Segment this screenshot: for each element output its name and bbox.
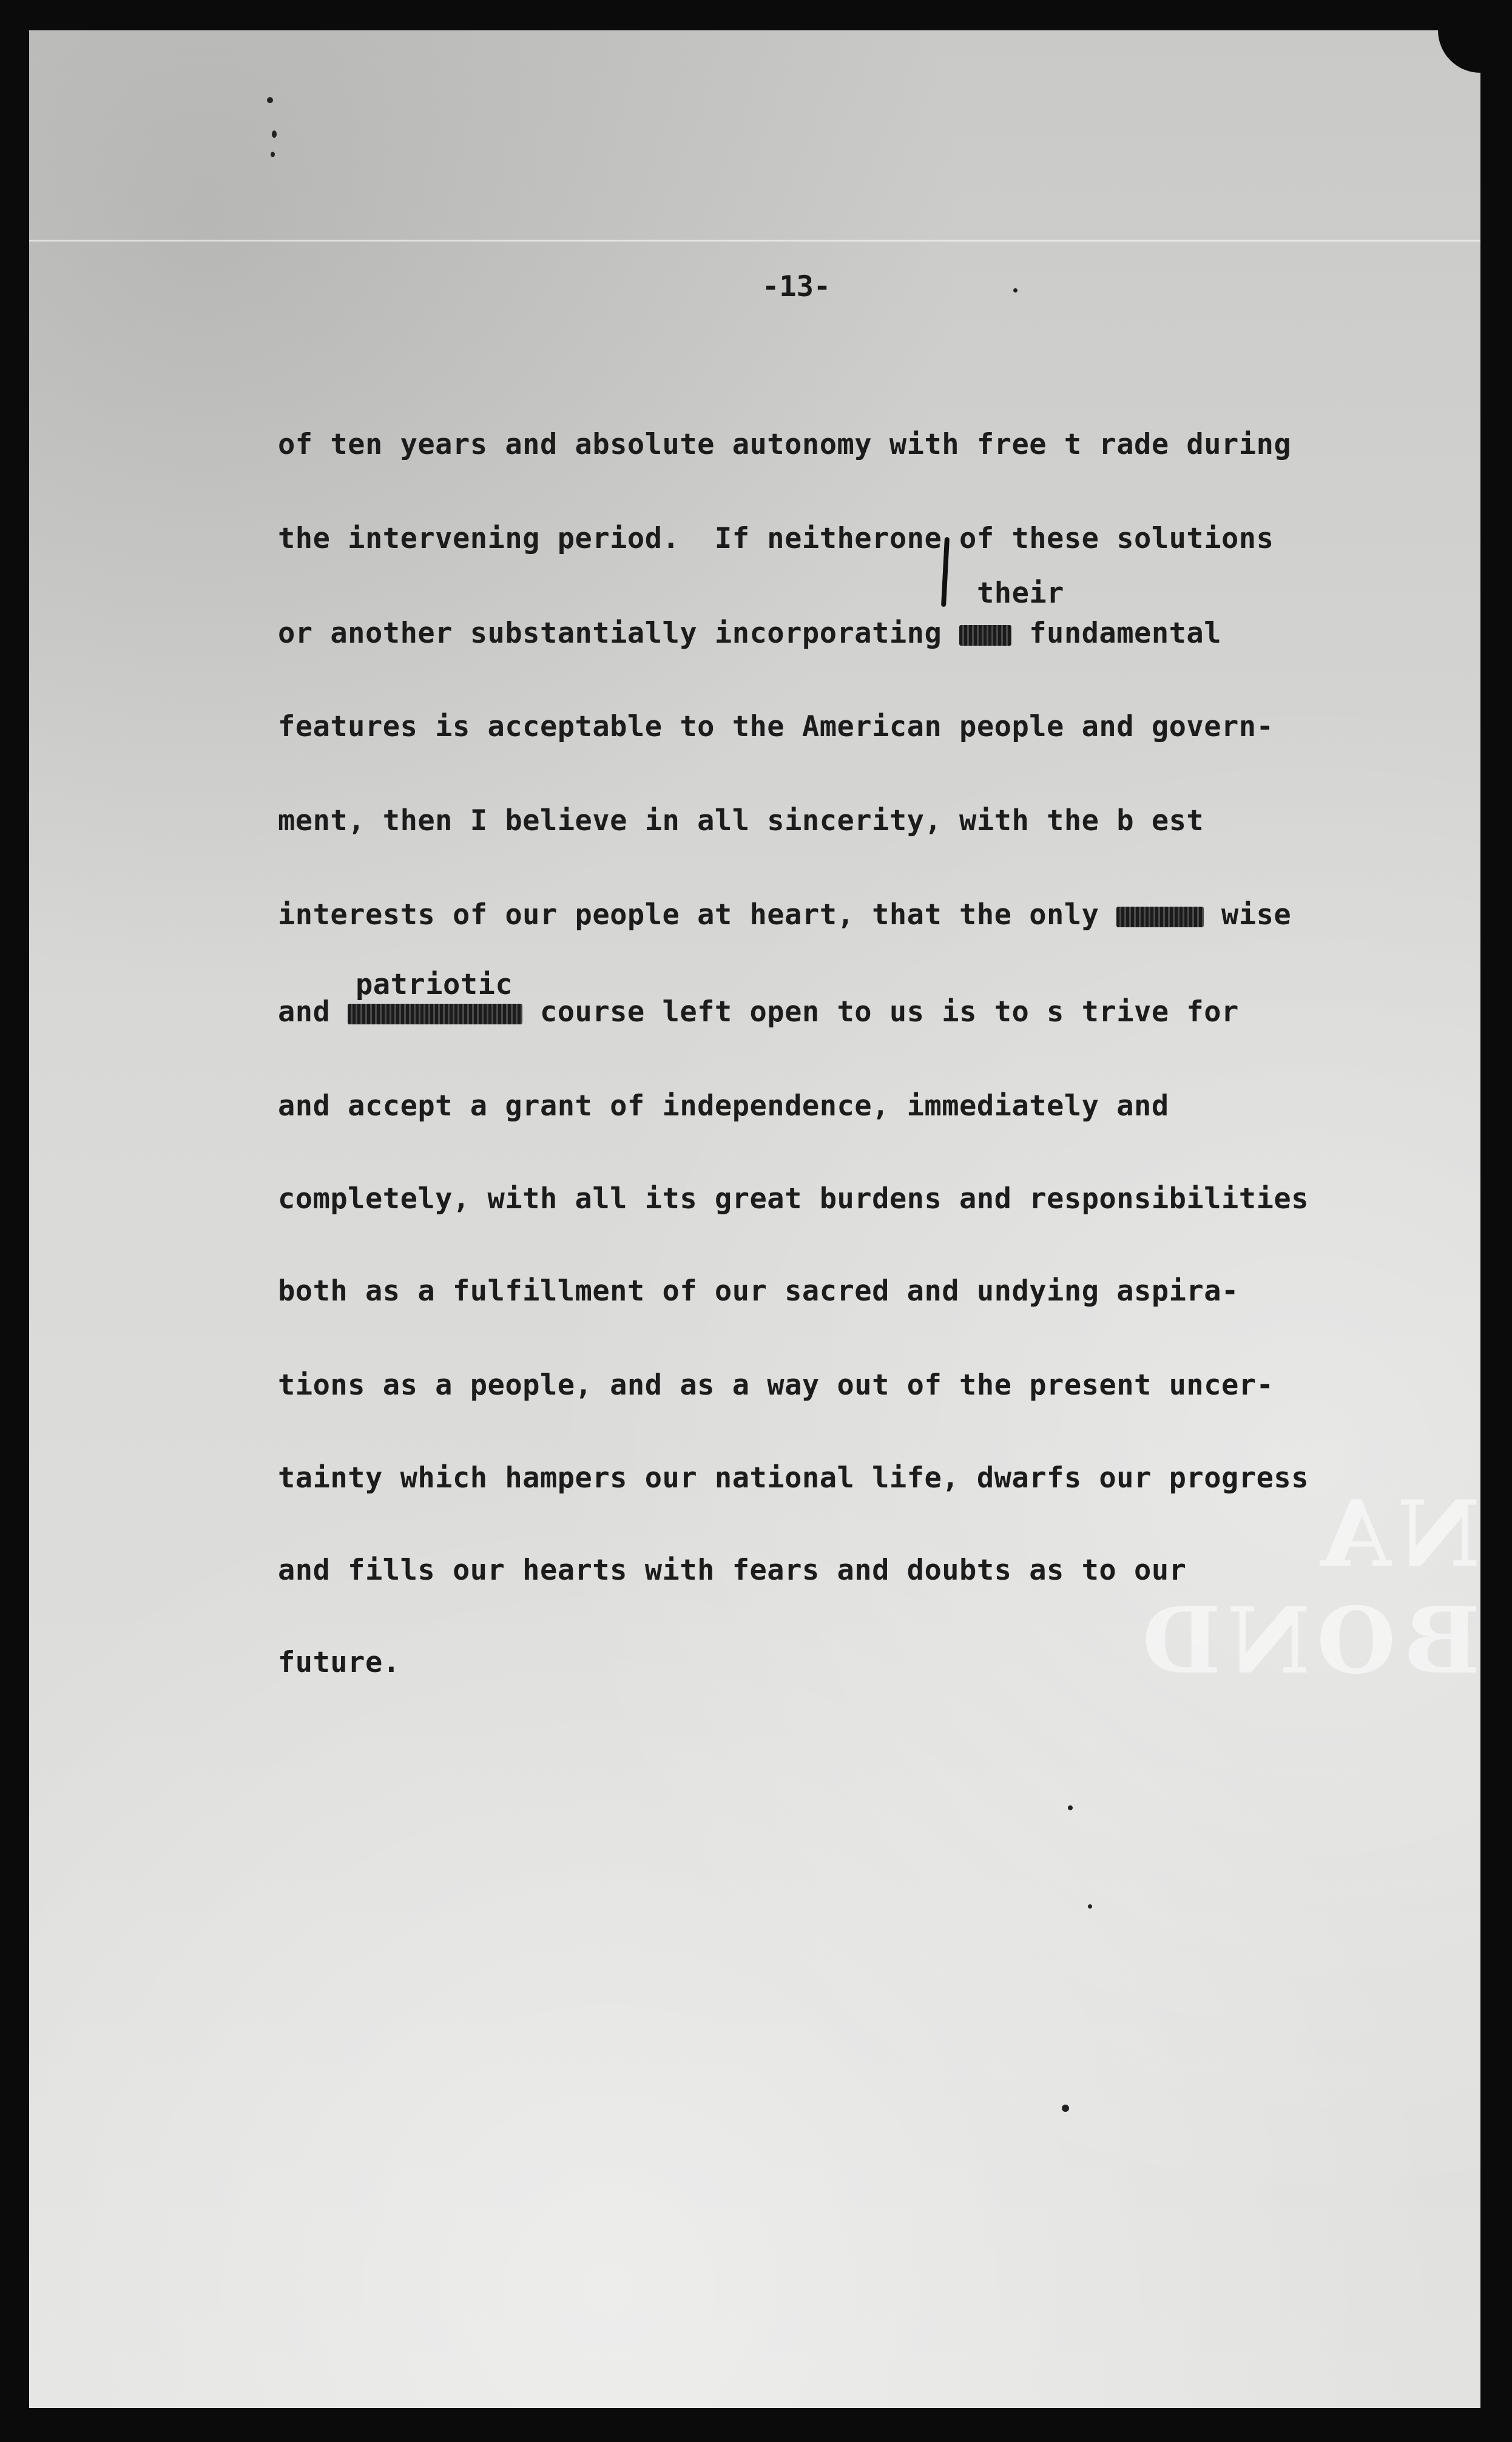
text-line: and accept a grant of independence, immediately and xyxy=(278,1089,1169,1123)
struck-word xyxy=(348,1004,522,1024)
text-line: interests of our people at heart, that the only wise xyxy=(278,898,1292,932)
text-line: and fills our hearts with fears and doubts as to our xyxy=(278,1554,1187,1587)
text-line: the intervening period. If neitherone of these solutions xyxy=(278,522,1274,555)
ink-speck xyxy=(1013,288,1018,293)
text-line: completely, with all its great burdens and responsibilities xyxy=(278,1182,1309,1216)
torn-corner xyxy=(1438,30,1480,73)
text-line: ment, then I believe in all sincerity, with the b est xyxy=(278,804,1204,837)
ink-speck xyxy=(272,130,277,138)
text-line: tions as a people, and as a way out of the present uncer- xyxy=(278,1368,1274,1402)
bleed-through-stamp: NA BOND xyxy=(1136,1481,1480,1694)
text-line: tainty which hampers our national life, dwarfs our progress xyxy=(278,1461,1309,1495)
text-line: features is acceptable to the American people and govern- xyxy=(278,710,1274,743)
paper-fold-line xyxy=(29,240,1480,242)
ink-speck xyxy=(267,97,273,103)
ink-speck xyxy=(1088,1904,1092,1909)
struck-word xyxy=(959,625,1011,646)
typewritten-page xyxy=(29,30,1480,2408)
handwritten-insertion-patriotic: patriotic xyxy=(356,968,513,1001)
page-number: -13- xyxy=(762,270,831,303)
text-line: both as a fulfillment of our sacred and undying aspira- xyxy=(278,1274,1239,1308)
text-line: future. xyxy=(278,1646,400,1679)
ink-speck xyxy=(1068,1805,1073,1810)
ink-speck xyxy=(271,152,275,157)
text-line: and course left open to us is to s trive for xyxy=(278,995,1239,1029)
text-line: or another substantially incorporating fundamental xyxy=(278,617,1222,650)
handwritten-insertion-their: their xyxy=(977,577,1064,610)
text-line: of ten years and absolute autonomy with free t rade during xyxy=(278,428,1292,461)
struck-word xyxy=(1116,907,1204,927)
ink-speck xyxy=(1062,2105,1069,2112)
